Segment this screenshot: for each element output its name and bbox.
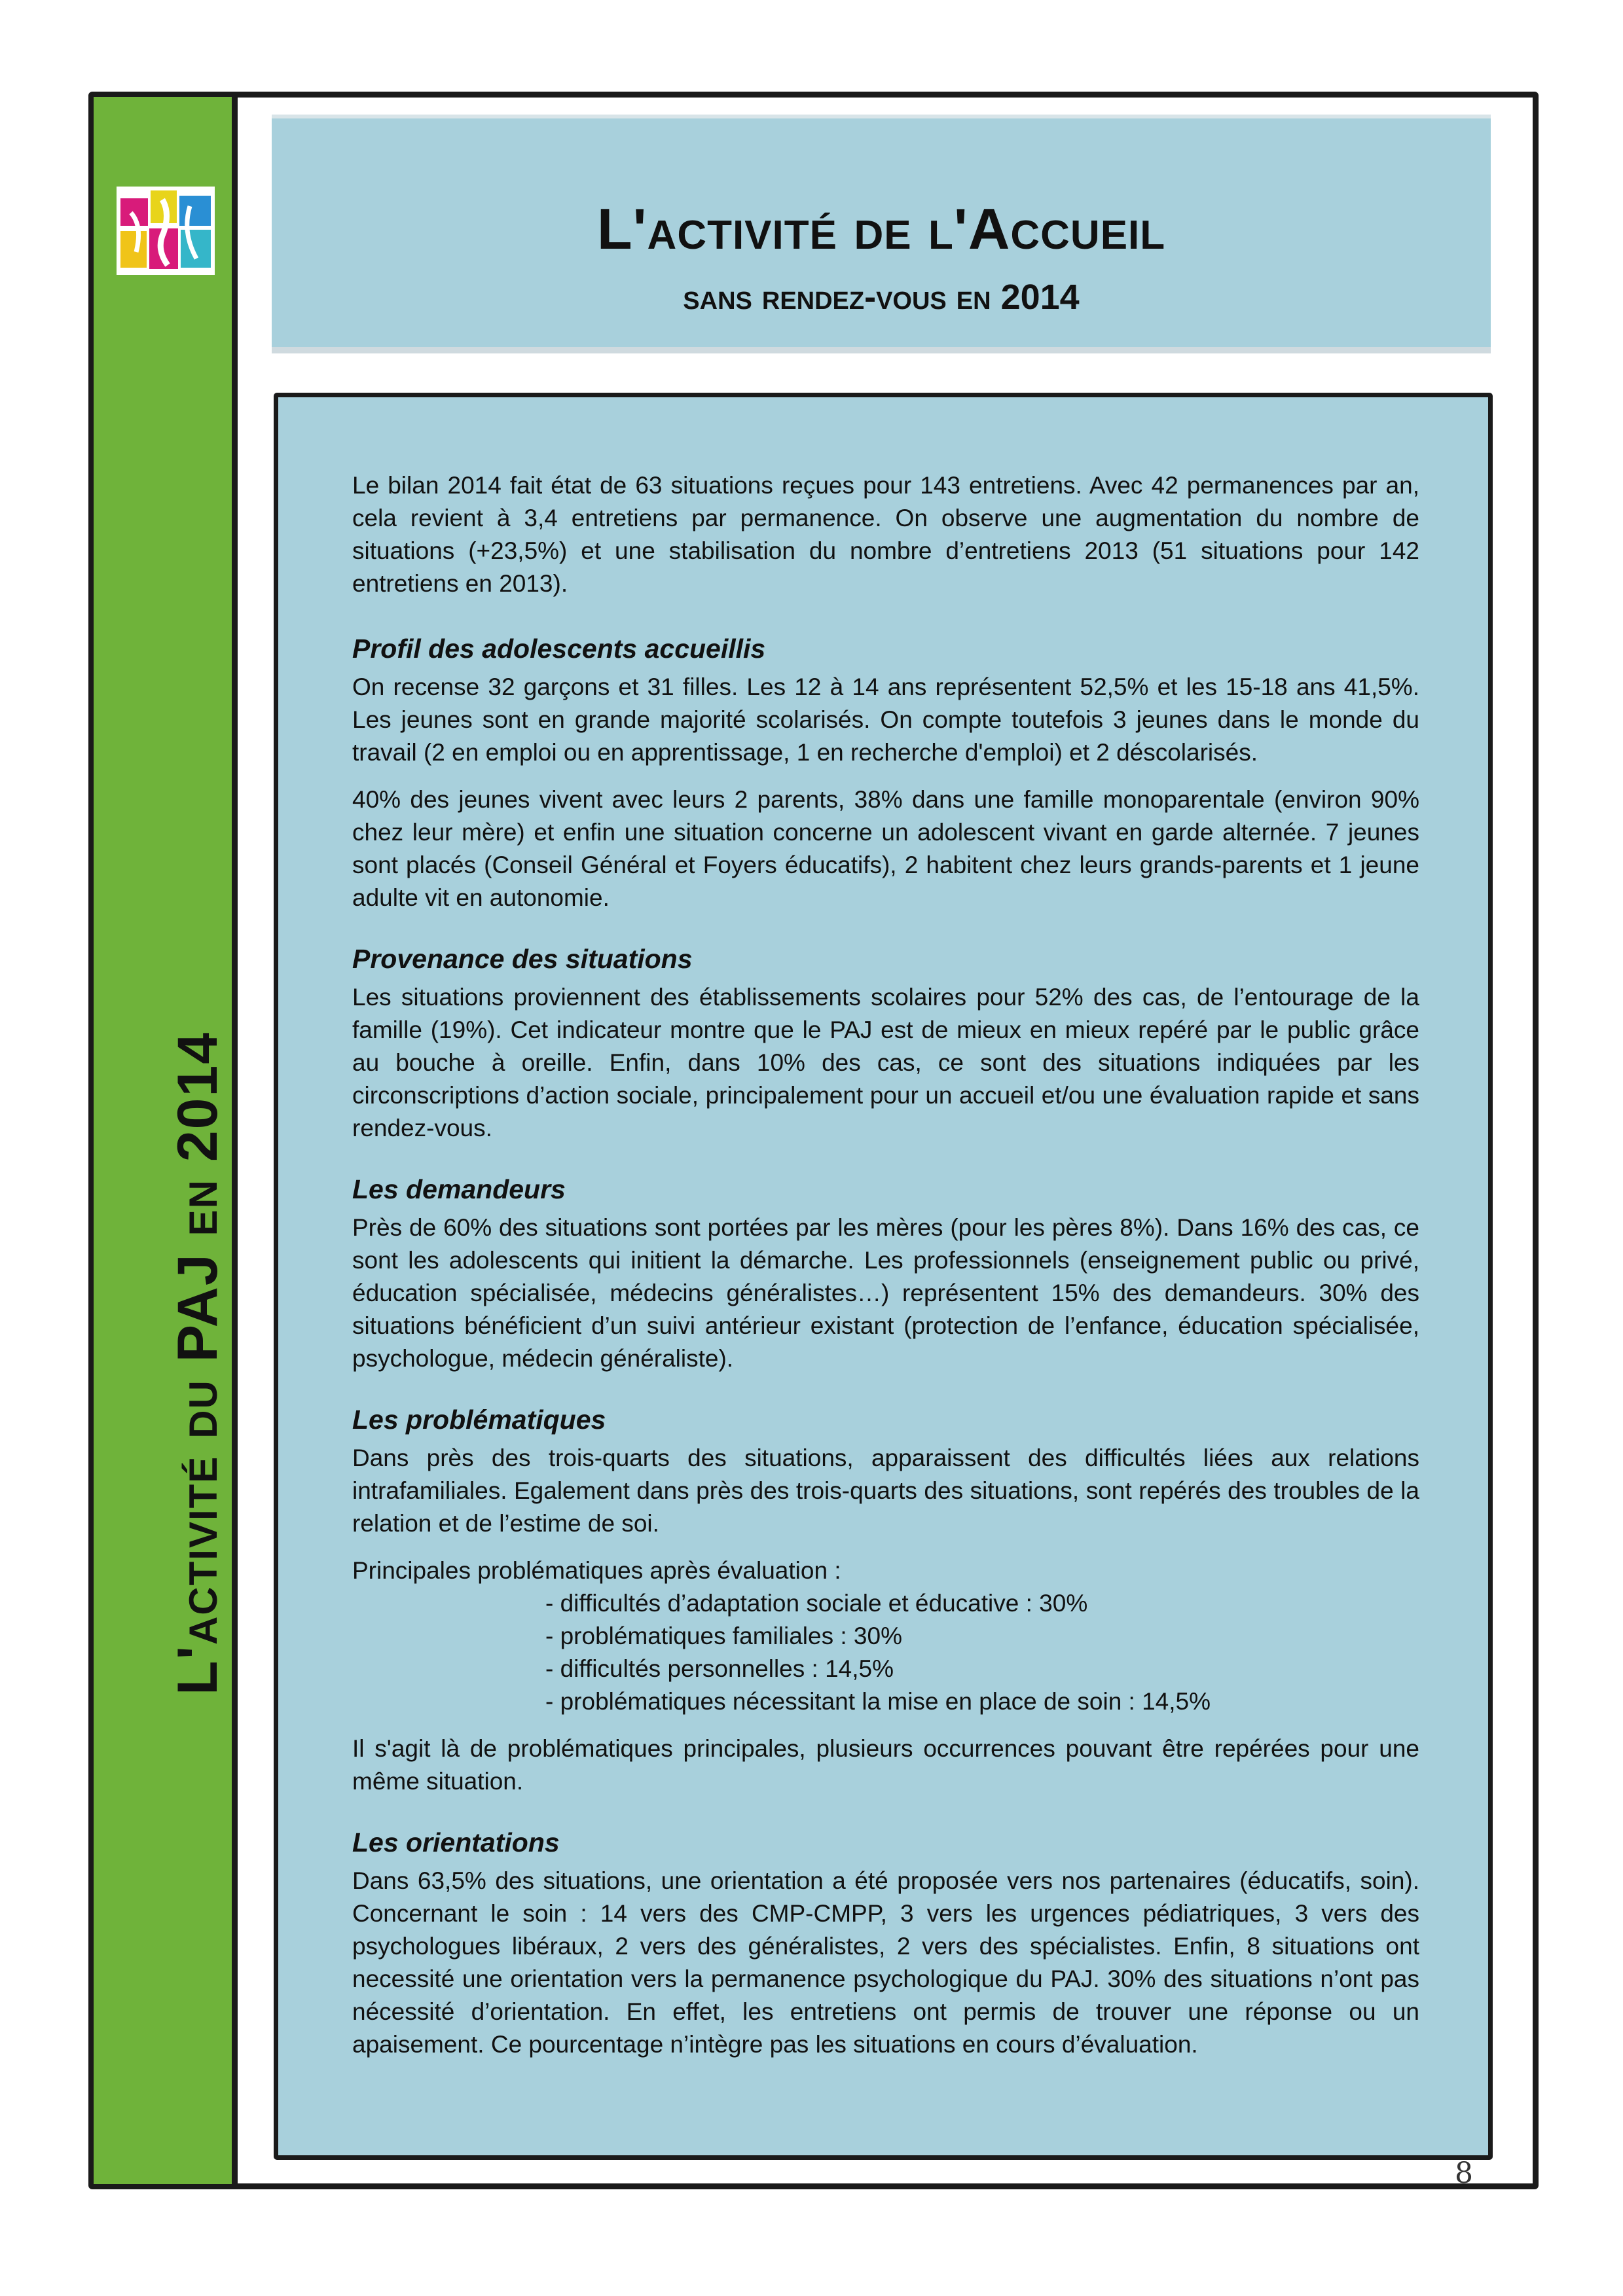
- paj-logo: [117, 187, 215, 275]
- provenance-paragraph: Les situations proviennent des établissements scolaires pour 52% des cas, de l’entourage de la famille (19%). Cet indicateur montre que le PAJ est de mieux en mieux repéré par le public grâce au bouche à oreille. Enfin, dans 10% des cas, ce sont des situations indiquées par les circonscriptions d’action sociale, principalement pour un accueil et/ou une évaluation rapide et sans rendez-vous.: [352, 984, 1419, 1141]
- section-heading-problematiques: Les problématiques: [352, 1405, 606, 1435]
- section-heading-orientations: Les orientations: [352, 1827, 560, 1857]
- page-header: [272, 115, 1491, 353]
- profil-paragraph-1: On recense 32 garçons et 31 filles. Les 12 à 14 ans représentent 52,5% et les 15-18 ans 41,5%. Les jeunes sont en grande majorité scolarisés. On compte toutefois 3 jeunes dans le monde du travail (2 en emploi ou en apprentissage, 1 en recherche d'emploi) et 2 déscolarisés.: [352, 673, 1419, 766]
- section-heading-demandeurs: Les demandeurs: [352, 1174, 566, 1204]
- page-subtitle: sans rendez-vous en 2014: [683, 278, 1080, 317]
- list-item: - difficultés d’adaptation sociale et éducative : 30%: [545, 1590, 1088, 1617]
- list-item: - problématiques familiales : 30%: [545, 1623, 902, 1649]
- intro-paragraph: Le bilan 2014 fait état de 63 situations reçues pour 143 entretiens. Avec 42 permanences par an, cela revient à 3,4 entretiens par permanence. On observe une augmentation du nombre de situations (+23,5%) et une stabilisation du nombre d’entretiens 2013 (51 situations pour 142 entretiens en 2013).: [352, 472, 1419, 597]
- section-heading-provenance: Provenance des situations: [352, 944, 693, 974]
- profil-paragraph-2: 40% des jeunes vivent avec leurs 2 parents, 38% dans une famille monoparentale (environ 90% chez leur mère) et enfin une situation concerne un adolescent vivant en garde alternée. 7 jeunes sont placés (Conseil Général et Foyers éducatifs), 2 habitent chez leurs grands-parents et 1 jeune adulte vit en autonomie.: [352, 786, 1419, 911]
- problematiques-paragraph: Dans près des trois-quarts des situations, apparaissent des difficultés liées aux relations intrafamiliales. Egalement dans près des trois-quarts des situations, sont repérés des troubles de la relation et de l’estime de soi.: [352, 1444, 1419, 1537]
- problematiques-list: [352, 1587, 1419, 1718]
- list-item: - problématiques nécessitant la mise en place de soin : 14,5%: [545, 1688, 1211, 1715]
- page-number: 8: [1455, 2157, 1473, 2190]
- content-body: [352, 469, 1419, 2061]
- demandeurs-paragraph: Près de 60% des situations sont portées par les mères (pour les pères 8%). Dans 16% des cas, ce sont les adolescents qui initient la démarche. Les professionnels (enseignement public ou privé, éducation spécialisée, médecins généralistes…) représentent 15% des demandeurs. 30% des situations bénéficient d’un suivi antérieur existant (protection de l’enfance, éducation spécialisée, psychologue, médecin généraliste).: [352, 1214, 1419, 1372]
- content-panel: [274, 393, 1493, 2160]
- orientations-paragraph: Dans 63,5% des situations, une orientation a été proposée vers nos partenaires (éducatifs, soin). Concernant le soin : 14 vers des CMP-CMPP, 3 vers les urgences pédiatriques, 3 vers des psychologues libéraux, 2 vers des généralistes, 2 vers des spécialistes. Enfin, 8 situations ont necessité une orientation vers la permanence psychologique du PAJ. 30% des situations n’ont pas nécessité d’orientation. En effet, les entretiens ont permis de trouver une réponse ou un apaisement. Ce pourcentage n’intègre pas les situations en cours d’évaluation.: [352, 1867, 1419, 2058]
- page-title: L'activité de l'Accueil: [596, 196, 1166, 261]
- sidebar-title: L'activité du PAJ en 2014: [166, 1031, 229, 1695]
- problematiques-list-intro: Principales problématiques après évaluation :: [352, 1557, 841, 1584]
- list-item: - difficultés personnelles : 14,5%: [545, 1655, 894, 1682]
- section-heading-profil: Profil des adolescents accueillis: [352, 634, 766, 664]
- problematiques-note: Il s'agit là de problématiques principales, plusieurs occurrences pouvant être repérées pour une même situation.: [352, 1735, 1419, 1795]
